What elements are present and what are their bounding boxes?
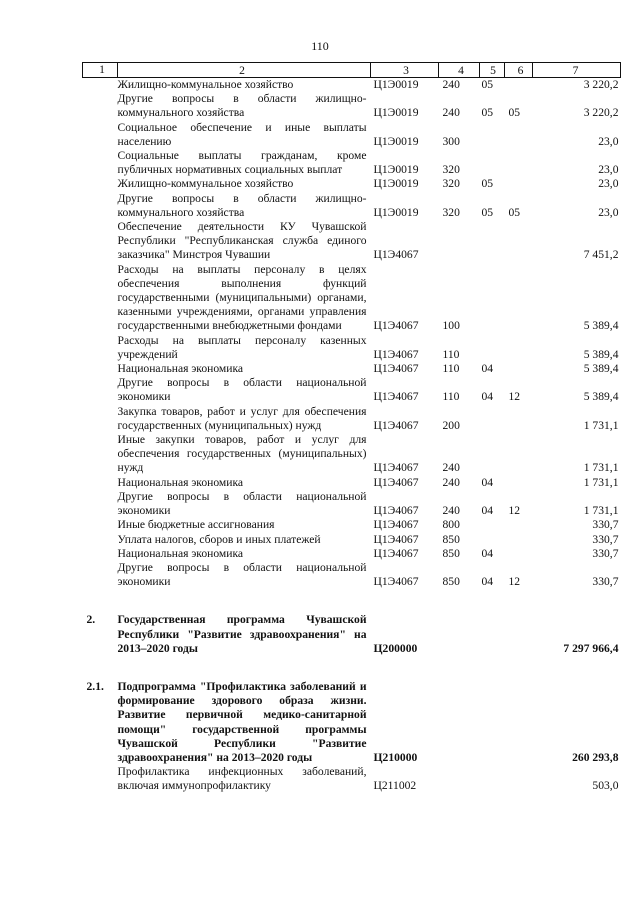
row-name: Другие вопросы в области национальной экономики [117, 489, 367, 518]
row-name: Обеспечение деятельности КУ Чувашской Республики "Республиканская служба единого заказчика" Минстроя Чувашии [117, 220, 367, 262]
row-section [480, 518, 505, 532]
row-name: Государственная программа Чувашской Республики "Развитие здравоохранения" на 2013–2020 годы [117, 613, 367, 655]
row-expense-type [439, 765, 480, 793]
row-section [480, 765, 505, 793]
budget-table [82, 62, 621, 794]
row-subsection [505, 433, 533, 476]
row-section: 04 [481, 575, 494, 589]
row-subsection [505, 765, 533, 793]
row-amount: 5 389,4 [583, 347, 619, 361]
row-number [83, 121, 118, 149]
row-code: Ц1Э0019 [373, 134, 419, 148]
row-number [83, 92, 118, 120]
row-amount: 23,0 [598, 205, 619, 219]
row-amount: 330,7 [592, 575, 619, 589]
row-section: 05 [481, 205, 494, 219]
row-name: Национальная экономика [117, 362, 244, 376]
row-code: Ц1Э0019 [373, 163, 419, 177]
row-section: 05 [481, 78, 494, 91]
row-amount: 330,7 [592, 532, 619, 546]
row-section: 04 [481, 390, 494, 404]
row-subsection [505, 220, 533, 263]
header-col-1: 1 [83, 63, 118, 78]
row-code: Ц1Э4067 [373, 390, 419, 404]
row-subsection: 12 [508, 504, 521, 518]
row-number [83, 149, 118, 177]
table-row [83, 561, 621, 589]
row-code: Ц1Э4067 [373, 575, 419, 589]
row-expense-type: 110 [442, 390, 460, 404]
row-expense-type [439, 656, 480, 765]
header-col-5: 5 [480, 63, 505, 78]
row-subsection [505, 334, 533, 362]
header-col-3: 3 [371, 63, 439, 78]
table-row [83, 376, 621, 404]
row-name: Жилищно-коммунальное хозяйство [117, 177, 294, 191]
row-section [480, 220, 505, 263]
row-expense-type: 200 [442, 418, 460, 432]
table-row [83, 476, 621, 490]
row-section [480, 589, 505, 656]
row-subsection [505, 149, 533, 177]
row-subsection: 05 [508, 205, 521, 219]
row-expense-type: 240 [442, 461, 460, 475]
row-code: Ц1Э0019 [373, 205, 419, 219]
row-number [83, 334, 118, 362]
row-subsection: 12 [508, 390, 521, 404]
row-amount: 330,7 [592, 546, 619, 560]
row-subsection [505, 362, 533, 376]
row-code: Ц1Э0019 [373, 177, 419, 191]
row-amount: 23,0 [598, 163, 619, 177]
row-name: Другие вопросы в области жилищно-коммунального хозяйства [117, 191, 367, 219]
row-number [83, 490, 118, 518]
row-amount: 1 731,1 [583, 461, 619, 475]
row-section: 04 [481, 546, 494, 560]
row-amount: 3 220,2 [583, 78, 619, 91]
row-expense-type: 240 [442, 475, 460, 489]
table-row [83, 362, 621, 376]
row-code: Ц1Э4067 [373, 546, 419, 560]
header-col-2: 2 [118, 63, 371, 78]
row-number: 2. [86, 613, 96, 627]
row-expense-type: 850 [442, 532, 460, 546]
row-expense-type: 110 [442, 347, 460, 361]
row-code: Ц1Э4067 [373, 504, 419, 518]
row-amount: 3 220,2 [583, 106, 619, 120]
row-section [480, 149, 505, 177]
row-subsection [505, 589, 533, 656]
row-amount: 330,7 [592, 518, 619, 532]
table-row [83, 405, 621, 433]
header-col-7: 7 [533, 63, 621, 78]
row-number [83, 362, 118, 376]
row-code: Ц1Э4067 [373, 362, 419, 376]
row-name: Уплата налогов, сборов и иных платежей [117, 532, 321, 546]
row-name: Социальные выплаты гражданам, кроме публичных нормативных социальных выплат [117, 149, 367, 177]
row-number [83, 547, 118, 561]
row-code: Ц1Э4067 [373, 461, 419, 475]
row-number [83, 220, 118, 263]
row-name: Иные бюджетные ассигнования [117, 518, 275, 532]
row-name: Другие вопросы в области национальной экономики [117, 560, 367, 589]
row-expense-type: 850 [442, 575, 460, 589]
row-code: Ц210000 [373, 750, 418, 764]
table-row [83, 263, 621, 334]
row-name: Жилищно-коммунальное хозяйство [117, 78, 294, 91]
row-code: Ц211002 [373, 779, 417, 793]
row-section [480, 334, 505, 362]
row-number [83, 533, 118, 547]
table-row [83, 547, 621, 561]
table-row [83, 656, 621, 765]
row-number [83, 433, 118, 476]
row-section: 04 [481, 475, 494, 489]
row-number [83, 376, 118, 404]
row-amount: 23,0 [598, 134, 619, 148]
row-expense-type: 240 [442, 504, 460, 518]
row-subsection [505, 547, 533, 561]
row-code: Ц200000 [373, 641, 418, 655]
table-row [83, 765, 621, 793]
row-subsection [505, 263, 533, 334]
row-subsection: 05 [508, 106, 521, 120]
row-name: Подпрограмма "Профилактика заболеваний и формирование здорового образа жизни. Развитие первичной медико-санитарной помощи" государственной программы Чувашской Республики "Развитие здравоохранения" на 2013–2020 годы [117, 679, 367, 764]
row-code: Ц1Э4067 [373, 518, 419, 532]
row-code: Ц1Э4067 [373, 532, 419, 546]
row-name: Расходы на выплаты персоналу в целях обеспечения выполнения функций государственными (муниципальными) органами, казенными учреждениями, органами управления государственными внебюджетными фондами [117, 262, 367, 333]
page-number: 110 [311, 39, 329, 53]
row-name: Расходы на выплаты персоналу казенных учреждений [117, 333, 367, 361]
row-name: Социальное обеспечение и иные выплаты населению [117, 120, 367, 148]
row-expense-type [439, 220, 480, 263]
row-code: Ц1Э0019 [373, 106, 419, 120]
row-expense-type: 100 [442, 319, 460, 333]
table-body [83, 78, 621, 794]
row-expense-type: 850 [442, 546, 460, 560]
row-subsection [505, 177, 533, 191]
row-name: Другие вопросы в области национальной экономики [117, 376, 367, 404]
row-code: Ц1Э4067 [373, 319, 419, 333]
row-section [480, 656, 505, 765]
row-expense-type: 110 [442, 362, 460, 376]
row-expense-type: 800 [442, 518, 460, 532]
row-amount: 23,0 [598, 177, 619, 191]
row-amount: 5 389,4 [583, 362, 619, 376]
row-number [83, 192, 118, 220]
row-expense-type: 300 [442, 134, 460, 148]
row-section [480, 533, 505, 547]
row-amount: 503,0 [592, 779, 619, 793]
header-col-4: 4 [439, 63, 480, 78]
row-expense-type: 320 [442, 205, 460, 219]
row-amount: 5 389,4 [583, 319, 619, 333]
row-expense-type: 240 [442, 78, 460, 91]
row-subsection [505, 78, 533, 93]
row-subsection [505, 476, 533, 490]
row-section: 05 [481, 177, 494, 191]
table-header-row [83, 63, 621, 78]
row-subsection [505, 656, 533, 765]
row-name: Национальная экономика [117, 475, 244, 489]
header-col-6: 6 [505, 63, 533, 78]
row-subsection [505, 121, 533, 149]
row-number [83, 405, 118, 433]
table-row [83, 121, 621, 149]
row-section: 05 [481, 106, 494, 120]
row-expense-type: 320 [442, 177, 460, 191]
table-row [83, 149, 621, 177]
table-row [83, 220, 621, 263]
row-code: Ц1Э4067 [373, 475, 419, 489]
row-expense-type: 240 [442, 106, 460, 120]
row-section [480, 121, 505, 149]
table-row [83, 334, 621, 362]
table-row [83, 490, 621, 518]
row-amount: 260 293,8 [572, 750, 619, 764]
row-number [83, 263, 118, 334]
row-code: Ц1Э0019 [373, 78, 419, 91]
row-name: Закупка товаров, работ и услуг для обеспечения государственных (муниципальных) нужд [117, 404, 367, 432]
row-number [83, 177, 118, 191]
row-amount: 1 731,1 [583, 418, 619, 432]
table-row [83, 589, 621, 656]
row-number [83, 765, 118, 793]
row-amount: 1 731,1 [583, 504, 619, 518]
table-row [83, 192, 621, 220]
row-number: 2.1. [86, 679, 104, 693]
row-number [83, 518, 118, 532]
row-subsection: 12 [508, 575, 521, 589]
row-amount: 7 451,2 [583, 248, 619, 262]
row-section: 04 [481, 362, 494, 376]
row-subsection [505, 405, 533, 433]
row-number [83, 78, 118, 93]
row-code: Ц1Э4067 [373, 248, 419, 262]
table-row [83, 78, 621, 93]
row-name: Иные закупки товаров, работ и услуг для обеспечения государственных (муниципальных) нужд [117, 433, 367, 475]
row-code: Ц1Э4067 [373, 418, 419, 432]
row-amount: 7 297 966,4 [563, 641, 619, 655]
row-section [480, 433, 505, 476]
row-amount: 1 731,1 [583, 475, 619, 489]
row-section: 04 [481, 504, 494, 518]
table-row [83, 433, 621, 476]
row-section [480, 405, 505, 433]
row-section [480, 263, 505, 334]
row-number [83, 476, 118, 490]
row-name: Профилактика инфекционных заболеваний, включая иммунопрофилактику [117, 765, 367, 793]
row-subsection [505, 518, 533, 532]
table-row [83, 533, 621, 547]
table-row [83, 177, 621, 191]
row-name: Другие вопросы в области жилищно-коммунального хозяйства [117, 92, 367, 120]
row-code: Ц1Э4067 [373, 347, 419, 361]
row-subsection [505, 533, 533, 547]
row-expense-type [439, 589, 480, 656]
table-row [83, 518, 621, 532]
row-name: Национальная экономика [117, 546, 244, 560]
row-number [83, 561, 118, 589]
row-amount: 5 389,4 [583, 390, 619, 404]
table-row [83, 92, 621, 120]
row-expense-type: 320 [442, 163, 460, 177]
